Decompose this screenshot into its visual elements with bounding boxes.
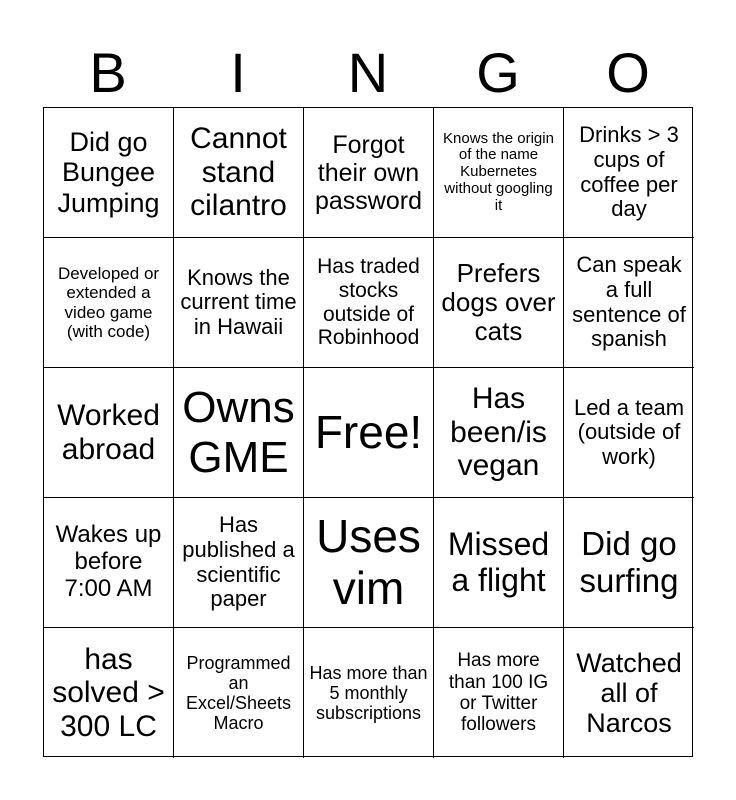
bingo-cell[interactable]	[174, 238, 304, 368]
cell-text: Did go surfing	[579, 524, 679, 599]
bingo-cell[interactable]	[434, 628, 564, 758]
cell-text: Knows the current time in Hawaii	[180, 264, 297, 339]
bingo-header	[43, 38, 693, 108]
bingo-cell[interactable]	[174, 108, 304, 238]
cell-text: Did go Bungee Jumping	[57, 127, 160, 218]
cell-text: Forgot their own password	[315, 130, 422, 215]
cell-text: Led a team (outside of work)	[573, 394, 685, 469]
bingo-cell[interactable]	[304, 498, 434, 628]
bingo-cell[interactable]	[434, 498, 564, 628]
cell-text: Missed a flight	[447, 525, 550, 598]
bingo-cell[interactable]	[564, 628, 694, 758]
bingo-cell[interactable]	[44, 108, 174, 238]
cell-text: Has traded stocks outside of Robinhood	[317, 255, 420, 350]
bingo-cell[interactable]	[174, 498, 304, 628]
header-letter-g: G	[476, 41, 520, 104]
cell-text: Has published a scientific paper	[182, 512, 295, 612]
cell-text: Knows the origin of the name Kubernetes without googling it	[443, 129, 554, 214]
bingo-cell[interactable]	[434, 108, 564, 238]
free-space-text: Free!	[314, 405, 423, 458]
bingo-cell[interactable]	[174, 368, 304, 498]
header-letter-b: B	[89, 41, 127, 104]
bingo-cell[interactable]	[44, 628, 174, 758]
cell-text: Worked abroad	[57, 398, 160, 466]
bingo-cell[interactable]	[564, 108, 694, 238]
cell-text: Drinks > 3 cups of coffee per day	[579, 122, 679, 222]
bingo-cell[interactable]	[564, 368, 694, 498]
bingo-cell[interactable]	[564, 498, 694, 628]
cell-text: Wakes up before 7:00 AM	[55, 521, 162, 602]
bingo-cell[interactable]	[434, 368, 564, 498]
bingo-cell[interactable]	[304, 108, 434, 238]
cell-text: has solved > 300 LC	[52, 642, 165, 743]
free-space-cell[interactable]	[304, 368, 434, 498]
bingo-cell[interactable]	[304, 628, 434, 758]
cell-text: Owns GME	[182, 383, 295, 482]
bingo-cell[interactable]	[44, 368, 174, 498]
bingo-cell[interactable]	[564, 238, 694, 368]
bingo-cell[interactable]	[174, 628, 304, 758]
cell-text: Watched all of Narcos	[576, 647, 682, 739]
bingo-card-grid	[43, 107, 693, 757]
cell-text: Prefers dogs over cats	[441, 257, 556, 347]
cell-text: Can speak a full sentence of spanish	[572, 252, 686, 352]
header-letter-n: N	[347, 41, 389, 104]
cell-text: Has more than 100 IG or Twitter followers	[448, 650, 549, 736]
cell-text: Uses vim	[316, 509, 421, 614]
bingo-cell[interactable]	[44, 498, 174, 628]
bingo-cell[interactable]	[434, 238, 564, 368]
header-letter-o: O	[606, 41, 650, 104]
cell-text: Has been/is vegan	[450, 382, 547, 483]
header-letter-i: I	[230, 41, 246, 104]
cell-text: Cannot stand cilantro	[190, 122, 287, 223]
cell-text: Programmed an Excel/Sheets Macro	[185, 652, 292, 734]
bingo-cell[interactable]	[44, 238, 174, 368]
cell-text: Developed or extended a video game (with code)	[57, 264, 160, 341]
bingo-cell[interactable]	[304, 238, 434, 368]
cell-text: Has more than 5 monthly subscriptions	[309, 662, 428, 724]
